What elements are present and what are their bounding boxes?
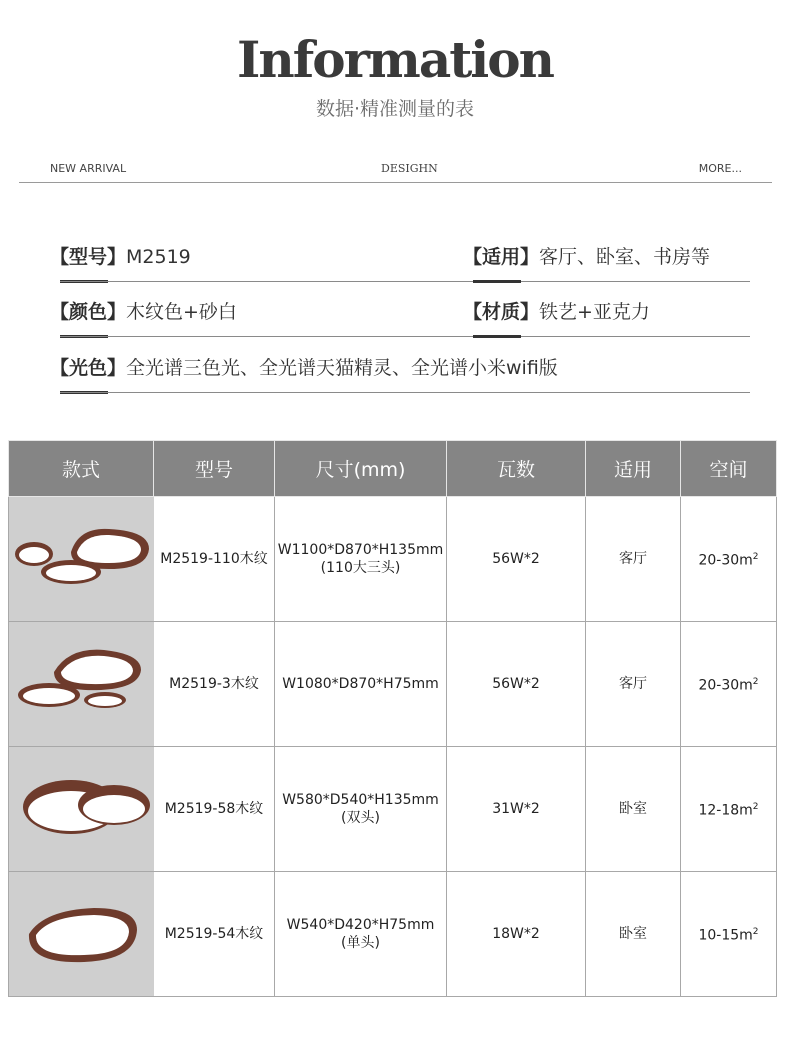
header-wattage: 瓦数 (447, 441, 586, 497)
cell-size-note: (110大三头) (320, 560, 401, 576)
table-header-row (9, 441, 777, 497)
spec-color-label: 【颜色】 (50, 301, 127, 323)
cell-size (275, 622, 447, 747)
header-space: 空间 (681, 441, 777, 497)
header-usage: 适用 (586, 441, 681, 497)
cell-usage: 客厅 (586, 622, 681, 747)
cell-usage: 客厅 (586, 497, 681, 622)
cell-space-value: 10-15m (698, 927, 753, 944)
spec-material-value: 铁艺+亚克力 (539, 301, 650, 323)
cell-wattage: 31W*2 (447, 747, 586, 872)
cell-wattage: 18W*2 (447, 872, 586, 997)
cell-usage: 卧室 (586, 872, 681, 997)
cell-space-unit: 2 (752, 802, 759, 813)
cell-space (681, 872, 777, 997)
cell-space-value: 12-18m (698, 802, 753, 819)
header-style: 款式 (9, 441, 154, 497)
cell-usage: 卧室 (586, 747, 681, 872)
product-table (8, 440, 777, 997)
spec-model (50, 242, 191, 269)
spec-usage-label: 【适用】 (463, 246, 540, 268)
cell-size-dims: W580*D540*H135mm (282, 792, 439, 808)
page-title: Information (236, 30, 554, 89)
nav-bar (19, 160, 772, 183)
spec-usage (463, 242, 710, 269)
cell-space (681, 622, 777, 747)
spec-underline-accent (473, 335, 521, 338)
page-subtitle: 数据·精准测量的表 (315, 98, 475, 120)
cell-space-value: 20-30m (698, 552, 753, 569)
spec-light-color (50, 353, 558, 380)
table-row (9, 622, 777, 747)
cell-size-dims: W1100*D870*H135mm (277, 542, 444, 558)
cell-wattage: 56W*2 (447, 497, 586, 622)
single-oval-lamp-image (9, 872, 154, 997)
cell-size (275, 747, 447, 872)
nav-more-link[interactable]: MORE... (698, 162, 742, 175)
cell-space-value: 20-30m (698, 677, 753, 694)
spec-color (50, 297, 237, 324)
spec-color-value: 木纹色+砂白 (126, 301, 237, 323)
three-oval-lamp-image (9, 497, 154, 622)
cell-size-note: (双头) (341, 810, 380, 826)
spec-usage-value: 客厅、卧室、书房等 (539, 246, 711, 268)
nav-new-arrival-link[interactable]: NEW ARRIVAL (50, 162, 127, 175)
cell-space (681, 497, 777, 622)
table-row (9, 872, 777, 997)
spec-light-label: 【光色】 (50, 357, 127, 379)
cell-space-unit: 2 (752, 677, 759, 688)
nav-design-link[interactable]: DESIGHN (381, 162, 438, 175)
spec-model-label: 【型号】 (50, 246, 127, 268)
spec-divider (60, 392, 750, 393)
cell-model: M2519-58木纹 (154, 747, 275, 872)
table-row (9, 497, 777, 622)
cell-wattage: 56W*2 (447, 622, 586, 747)
cell-model: M2519-54木纹 (154, 872, 275, 997)
cell-space-unit: 2 (752, 552, 759, 563)
cell-model: M2519-110木纹 (154, 497, 275, 622)
cell-size-dims: W1080*D870*H75mm (282, 676, 439, 692)
spec-divider (60, 281, 750, 282)
table-row (9, 747, 777, 872)
three-oval-lamp-image (9, 622, 154, 747)
cell-space (681, 747, 777, 872)
spec-underline-accent (473, 280, 521, 283)
cell-size (275, 872, 447, 997)
two-oval-lamp-image (9, 747, 154, 872)
cell-model: M2519-3木纹 (154, 622, 275, 747)
cell-space-unit: 2 (752, 927, 759, 938)
spec-material-label: 【材质】 (463, 301, 540, 323)
cell-size-dims: W540*D420*H75mm (286, 917, 435, 933)
spec-light-value: 全光谱三色光、全光谱天猫精灵、全光谱小米wifi版 (126, 357, 558, 379)
spec-material (463, 297, 650, 324)
header-size: 尺寸(mm) (275, 441, 447, 497)
cell-size (275, 497, 447, 622)
cell-size-note: (单头) (341, 935, 380, 951)
spec-model-value: M2519 (126, 246, 191, 268)
spec-divider (60, 336, 750, 337)
header-model: 型号 (154, 441, 275, 497)
